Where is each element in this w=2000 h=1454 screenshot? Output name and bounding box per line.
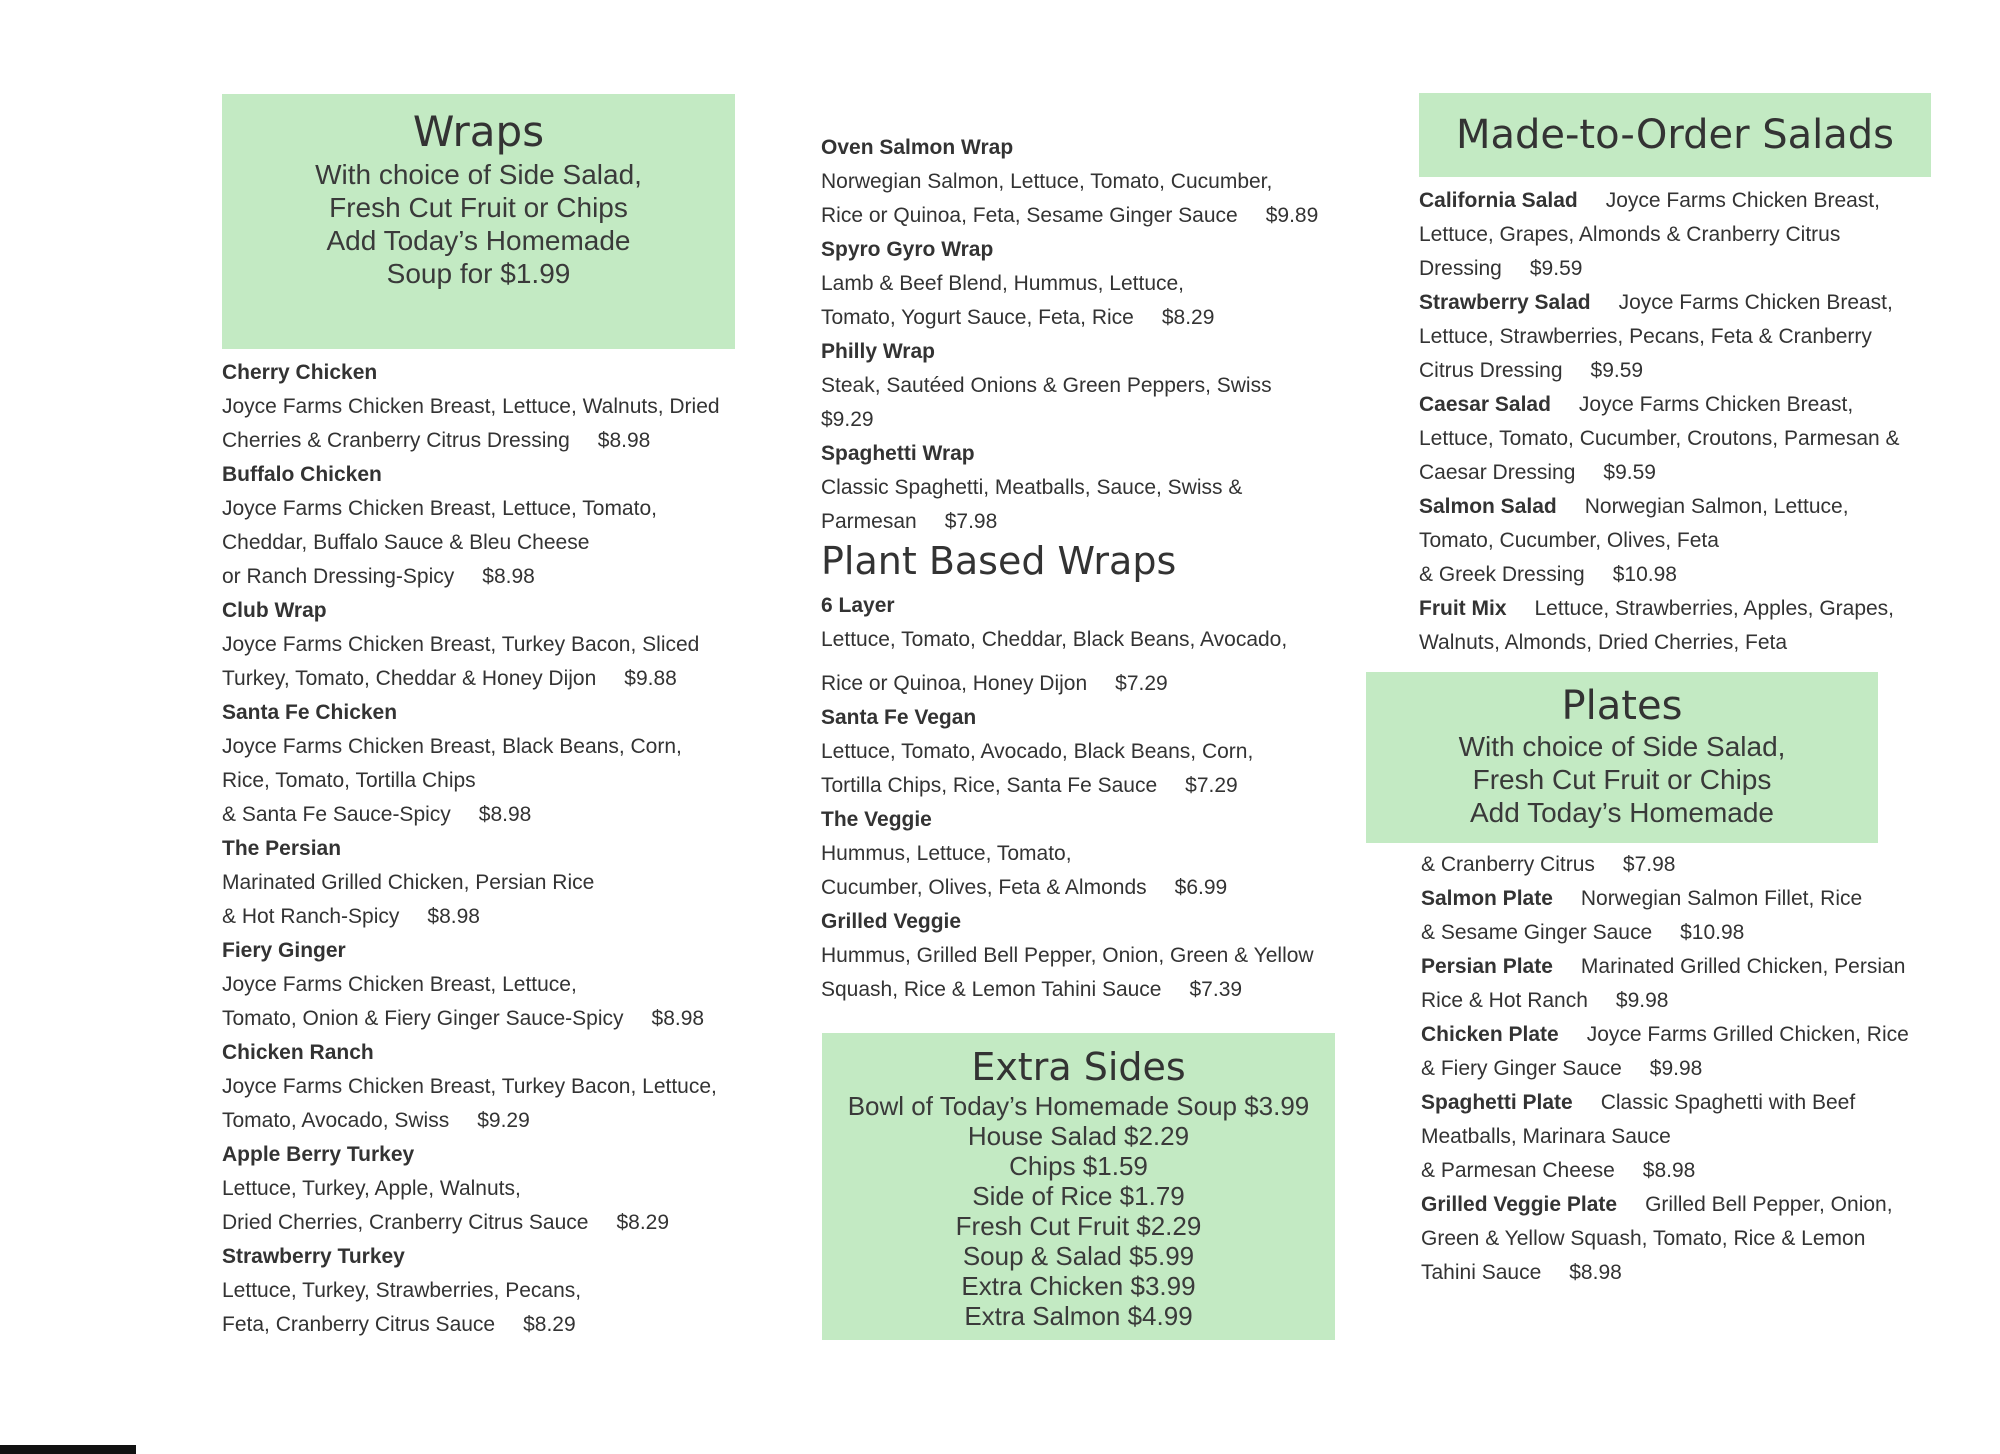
menu-item-description: Parmesan: [821, 510, 917, 533]
menu-item-description: Norwegian Salmon, Lettuce,: [1584, 495, 1849, 518]
menu-item-description: Lettuce, Strawberries, Pecans, Feta & Cranberry: [1419, 325, 1872, 348]
menu-item-description: Citrus Dressing: [1419, 359, 1563, 382]
menu-item-description: Lettuce, Tomato, Cucumber, Croutons, Parmesan &: [1419, 427, 1900, 450]
menu-item-description: Steak, Sautéed Onions & Green Peppers, Swiss: [821, 374, 1272, 397]
menu-item-price: $8.29: [523, 1313, 576, 1336]
menu-item-price: $8.98: [651, 1007, 705, 1030]
menu-item-price: $8.29: [616, 1211, 670, 1234]
menu-item-line: [1419, 184, 1939, 218]
menu-item-name: Strawberry Salad: [1419, 291, 1591, 314]
menu-item-description: Lettuce, Grapes, Almonds & Cranberry Citrus: [1419, 223, 1841, 246]
menu-item-description: Marinated Grilled Chicken, Persian Rice: [222, 871, 595, 894]
menu-item-price: $10.98: [1612, 563, 1677, 586]
extra-side-item: Chips $1.59: [1009, 1151, 1148, 1181]
menu-item-description: & Santa Fe Sauce-Spicy: [222, 803, 451, 826]
menu-item-price: $9.59: [1603, 461, 1656, 484]
menu-item-description: Turkey, Tomato, Cheddar & Honey Dijon: [222, 667, 597, 690]
menu-item-description: Joyce Farms Chicken Breast,: [1605, 189, 1880, 212]
extra-side-item: Extra Chicken $3.99: [961, 1271, 1196, 1301]
menu-item-name: Cherry Chicken: [222, 361, 378, 384]
menu-item-name: Caesar Salad: [1419, 393, 1551, 416]
menu-item-price: $7.29: [1185, 774, 1238, 797]
plates-header-box: [1366, 672, 1878, 843]
menu-item-price: $9.59: [1529, 257, 1583, 280]
menu-item-description: or Ranch Dressing-Spicy: [222, 565, 455, 588]
menu-item-description: Dressing: [1419, 257, 1502, 280]
menu-item-name: 6 Layer: [821, 594, 895, 617]
menu-item-description: Hummus, Grilled Bell Pepper, Onion, Green & Yellow: [821, 944, 1314, 967]
menu-item-line: [1419, 218, 1939, 252]
menu-item-description: Tomato, Cucumber, Olives, Feta: [1419, 529, 1719, 552]
menu-item-description: Rice & Hot Ranch: [1421, 989, 1588, 1012]
wraps-list-continued: [821, 131, 1341, 539]
menu-item-name: Chicken Ranch: [222, 1041, 374, 1064]
menu-item-line: [1419, 626, 1939, 660]
menu-item-description: Lettuce, Tomato, Avocado, Black Beans, Corn,: [821, 740, 1254, 763]
menu-item-description: Lettuce, Strawberries, Apples, Grapes,: [1534, 597, 1895, 620]
menu-item-name: Grilled Veggie: [821, 910, 962, 933]
menu-item-line: [222, 1002, 742, 1036]
menu-item-name: Spaghetti Wrap: [821, 442, 975, 465]
menu-item-price: $8.98: [1642, 1159, 1696, 1182]
plant-based-wraps-title: Plant Based Wraps: [821, 539, 1177, 583]
menu-item-price: $7.29: [1115, 672, 1168, 695]
menu-item-name: Spaghetti Plate: [1421, 1091, 1573, 1114]
menu-item-description: Caesar Dressing: [1419, 461, 1576, 484]
menu-item-description: Feta, Cranberry Citrus Sauce: [222, 1313, 496, 1336]
menu-item-price: $8.98: [597, 429, 651, 452]
menu-item-name: The Veggie: [821, 808, 932, 831]
menu-item-line: [821, 199, 1341, 233]
menu-item-name: Fiery Ginger: [222, 939, 346, 962]
menu-item-description: Joyce Farms Chicken Breast, Turkey Bacon, Lettuce,: [222, 1075, 717, 1098]
menu-item-line: [1421, 916, 1941, 950]
menu-item-line: [821, 301, 1341, 335]
menu-item-line: [1419, 558, 1939, 592]
menu-item-price: $9.98: [1649, 1057, 1703, 1080]
menu-item-description: Joyce Farms Chicken Breast, Lettuce, Walnuts, Dried: [222, 395, 720, 418]
menu-item-line: [1421, 1120, 1941, 1154]
plant-based-wraps-list: [821, 589, 1341, 1007]
menu-item-description: Cherries & Cranberry Citrus Dressing: [222, 429, 570, 452]
menu-item-description: Joyce Farms Chicken Breast, Turkey Bacon, Sliced: [222, 633, 700, 656]
menu-item-name: Philly Wrap: [821, 340, 935, 363]
plates-list: [1421, 848, 1941, 1290]
menu-item-line: [222, 1104, 742, 1138]
extra-side-item: Soup & Salad $5.99: [962, 1241, 1195, 1271]
menu-item-name: Fruit Mix: [1419, 597, 1507, 620]
menu-item-name: Chicken Plate: [1421, 1023, 1559, 1046]
menu-item-line: [821, 505, 1341, 539]
menu-item-line: [222, 424, 742, 458]
menu-item-line: [222, 1308, 742, 1342]
menu-item-line: [1421, 1256, 1941, 1290]
menu-item-name: Salmon Salad: [1419, 495, 1557, 518]
menu-item-description: Tomato, Onion & Fiery Ginger Sauce-Spicy: [222, 1007, 624, 1030]
menu-item-line: [1419, 252, 1939, 286]
menu-item-description: Marinated Grilled Chicken, Persian: [1580, 955, 1906, 978]
menu-item-description: Tomato, Avocado, Swiss: [222, 1109, 450, 1132]
menu-item-line: [821, 973, 1341, 1007]
menu-item-description: Dried Cherries, Cranberry Citrus Sauce: [222, 1211, 589, 1234]
menu-item-description: Joyce Farms Chicken Breast,: [1618, 291, 1893, 314]
wraps-subtitle-line: Soup for $1.99: [386, 258, 571, 289]
menu-item-description: Lettuce, Turkey, Apple, Walnuts,: [222, 1177, 521, 1200]
menu-item-description: Rice or Quinoa, Feta, Sesame Ginger Sauce: [821, 204, 1238, 227]
menu-item-name: Salmon Plate: [1421, 887, 1553, 910]
menu-item-description: Green & Yellow Squash, Tomato, Rice & Lemon: [1421, 1227, 1866, 1250]
salads-header-box: [1419, 93, 1931, 177]
menu-item-name: Persian Plate: [1421, 955, 1553, 978]
menu-item-description: [821, 657, 1341, 667]
menu-item-description: Grilled Bell Pepper, Onion,: [1645, 1193, 1893, 1216]
extra-side-item: Extra Salmon $4.99: [964, 1301, 1193, 1331]
menu-item-description: Joyce Farms Chicken Breast,: [1578, 393, 1854, 416]
menu-item-line: [1421, 984, 1941, 1018]
plates-title: Plates: [1561, 683, 1683, 729]
menu-item-line: [821, 871, 1341, 905]
menu-item-price: $7.98: [944, 510, 998, 533]
menu-item-line: [821, 667, 1341, 701]
menu-item-line: [1419, 524, 1939, 558]
menu-item-line: [1421, 882, 1941, 916]
menu-item-description: Rice or Quinoa, Honey Dijon: [821, 672, 1088, 695]
menu-item-line: [1421, 950, 1941, 984]
menu-item-description: Lamb & Beef Blend, Hummus, Lettuce,: [821, 272, 1185, 295]
menu-item-price: $9.59: [1590, 359, 1644, 382]
wraps-list: [222, 356, 742, 1342]
menu-item-price: $9.29: [477, 1109, 530, 1132]
menu-item-line: [1421, 1018, 1941, 1052]
menu-item-line: [222, 900, 742, 934]
salads-list: [1419, 184, 1939, 660]
menu-item-line: [821, 769, 1341, 803]
menu-item-description: Cucumber, Olives, Feta & Almonds: [821, 876, 1147, 899]
extra-side-item: Side of Rice $1.79: [972, 1181, 1185, 1211]
menu-item-name: Grilled Veggie Plate: [1421, 1193, 1618, 1216]
menu-item-line: [1421, 1052, 1941, 1086]
menu-item-description: Lettuce, Turkey, Strawberries, Pecans,: [222, 1279, 582, 1302]
extra-sides-box: [822, 1033, 1335, 1340]
scan-edge-bar: [0, 1445, 136, 1454]
menu-item-price: $9.89: [1265, 204, 1319, 227]
menu-item-price: $8.98: [478, 803, 532, 826]
menu-item-description: Joyce Farms Chicken Breast, Black Beans, Corn,: [222, 735, 682, 758]
menu-item-line: [1421, 1154, 1941, 1188]
wraps-subtitle-line: Add Today’s Homemade: [326, 225, 631, 256]
menu-item-line: [1419, 320, 1939, 354]
menu-item-line: [222, 1206, 742, 1240]
menu-item-description: Joyce Farms Chicken Breast, Lettuce, Tomato,: [222, 497, 657, 520]
menu-item-description: & Cranberry Citrus: [1421, 853, 1595, 876]
menu-item-description: Norwegian Salmon Fillet, Rice: [1580, 887, 1863, 910]
menu-item-name: Santa Fe Vegan: [821, 706, 977, 729]
menu-item-line: [1419, 422, 1939, 456]
menu-item-name: Oven Salmon Wrap: [821, 136, 1014, 159]
menu-item-description: Walnuts, Almonds, Dried Cherries, Feta: [1419, 631, 1788, 654]
plates-subtitle-line: Fresh Cut Fruit or Chips: [1472, 764, 1772, 795]
menu-item-description: Joyce Farms Grilled Chicken, Rice: [1586, 1023, 1909, 1046]
menu-item-name: Club Wrap: [222, 599, 327, 622]
menu-item-description: & Greek Dressing: [1419, 563, 1585, 586]
menu-item-line: [1419, 456, 1939, 490]
menu-item-line: [1419, 354, 1939, 388]
menu-item-price: $8.98: [482, 565, 535, 588]
menu-item-line: [1421, 1086, 1941, 1120]
extra-side-item: Fresh Cut Fruit $2.29: [955, 1211, 1202, 1241]
menu-item-description: Tomato, Yogurt Sauce, Feta, Rice: [821, 306, 1134, 329]
menu-item-description: & Hot Ranch-Spicy: [222, 905, 400, 928]
menu-item-line: [222, 662, 742, 696]
menu-item-name: Strawberry Turkey: [222, 1245, 405, 1268]
menu-item-price: $7.98: [1622, 853, 1676, 876]
menu-item-description: Lettuce, Tomato, Cheddar, Black Beans, Avocado,: [821, 628, 1288, 651]
wraps-subtitle-line: With choice of Side Salad,: [315, 159, 642, 190]
menu-item-description: Joyce Farms Chicken Breast, Lettuce,: [222, 973, 577, 996]
menu-item-name: Buffalo Chicken: [222, 463, 382, 486]
menu-item-price: $9.98: [1615, 989, 1669, 1012]
menu-item-name: California Salad: [1419, 189, 1578, 212]
menu-item-description: Tortilla Chips, Rice, Santa Fe Sauce: [821, 774, 1158, 797]
menu-item-line: [1419, 592, 1939, 626]
menu-item-description: Classic Spaghetti, Meatballs, Sauce, Swiss &: [821, 476, 1243, 499]
menu-item-description: Cheddar, Buffalo Sauce & Bleu Cheese: [222, 531, 590, 554]
menu-item-line: [1421, 848, 1941, 882]
menu-item-price: $9.88: [624, 667, 677, 690]
plates-subtitle-line: Add Today’s Homemade: [1469, 797, 1775, 828]
menu-item-description: Meatballs, Marinara Sauce: [1421, 1125, 1671, 1148]
menu-item-price: $6.99: [1174, 876, 1228, 899]
wraps-title: Wraps: [412, 107, 545, 156]
wraps-subtitle-line: Fresh Cut Fruit or Chips: [329, 192, 628, 223]
menu-item-line: [1419, 388, 1939, 422]
menu-item-line: [1419, 490, 1939, 524]
menu-item-description: & Parmesan Cheese: [1421, 1159, 1615, 1182]
menu-item-price: $8.98: [1569, 1261, 1622, 1284]
extra-side-item: Bowl of Today’s Homemade Soup $3.99: [847, 1091, 1310, 1121]
menu-item-description: Squash, Rice & Lemon Tahini Sauce: [821, 978, 1162, 1001]
menu-item-price: $10.98: [1680, 921, 1745, 944]
menu-item-price: $7.39: [1189, 978, 1243, 1001]
menu-item-name: Apple Berry Turkey: [222, 1143, 415, 1166]
menu-item-description: & Fiery Ginger Sauce: [1421, 1057, 1622, 1080]
menu-item-name: Santa Fe Chicken: [222, 701, 398, 724]
wraps-header-box: [222, 94, 735, 349]
menu-item-line: [1421, 1222, 1941, 1256]
menu-item-description: Tahini Sauce: [1421, 1261, 1542, 1284]
menu-item-line: [1421, 1188, 1941, 1222]
menu-item-name: Spyro Gyro Wrap: [821, 238, 994, 261]
menu-item-line: [222, 798, 742, 832]
extra-sides-title: Extra Sides: [971, 1045, 1186, 1089]
menu-item-name: The Persian: [222, 837, 342, 860]
menu-item-description: & Sesame Ginger Sauce: [1421, 921, 1653, 944]
menu-item-line: [222, 560, 742, 594]
extra-side-item: House Salad $2.29: [967, 1121, 1190, 1151]
menu-item-price: $8.29: [1161, 306, 1215, 329]
salads-title: Made-to-Order Salads: [1455, 112, 1895, 158]
menu-item-description: Norwegian Salmon, Lettuce, Tomato, Cucumber,: [821, 170, 1273, 193]
menu-item-description: Hummus, Lettuce, Tomato,: [821, 842, 1072, 865]
menu-item-price: $8.98: [427, 905, 480, 928]
menu-item-line: [1419, 286, 1939, 320]
menu-item-description: $9.29: [821, 408, 874, 431]
menu-item-description: Rice, Tomato, Tortilla Chips: [222, 769, 476, 792]
plates-subtitle-line: With choice of Side Salad,: [1458, 731, 1786, 762]
menu-item-description: Classic Spaghetti with Beef: [1600, 1091, 1856, 1114]
